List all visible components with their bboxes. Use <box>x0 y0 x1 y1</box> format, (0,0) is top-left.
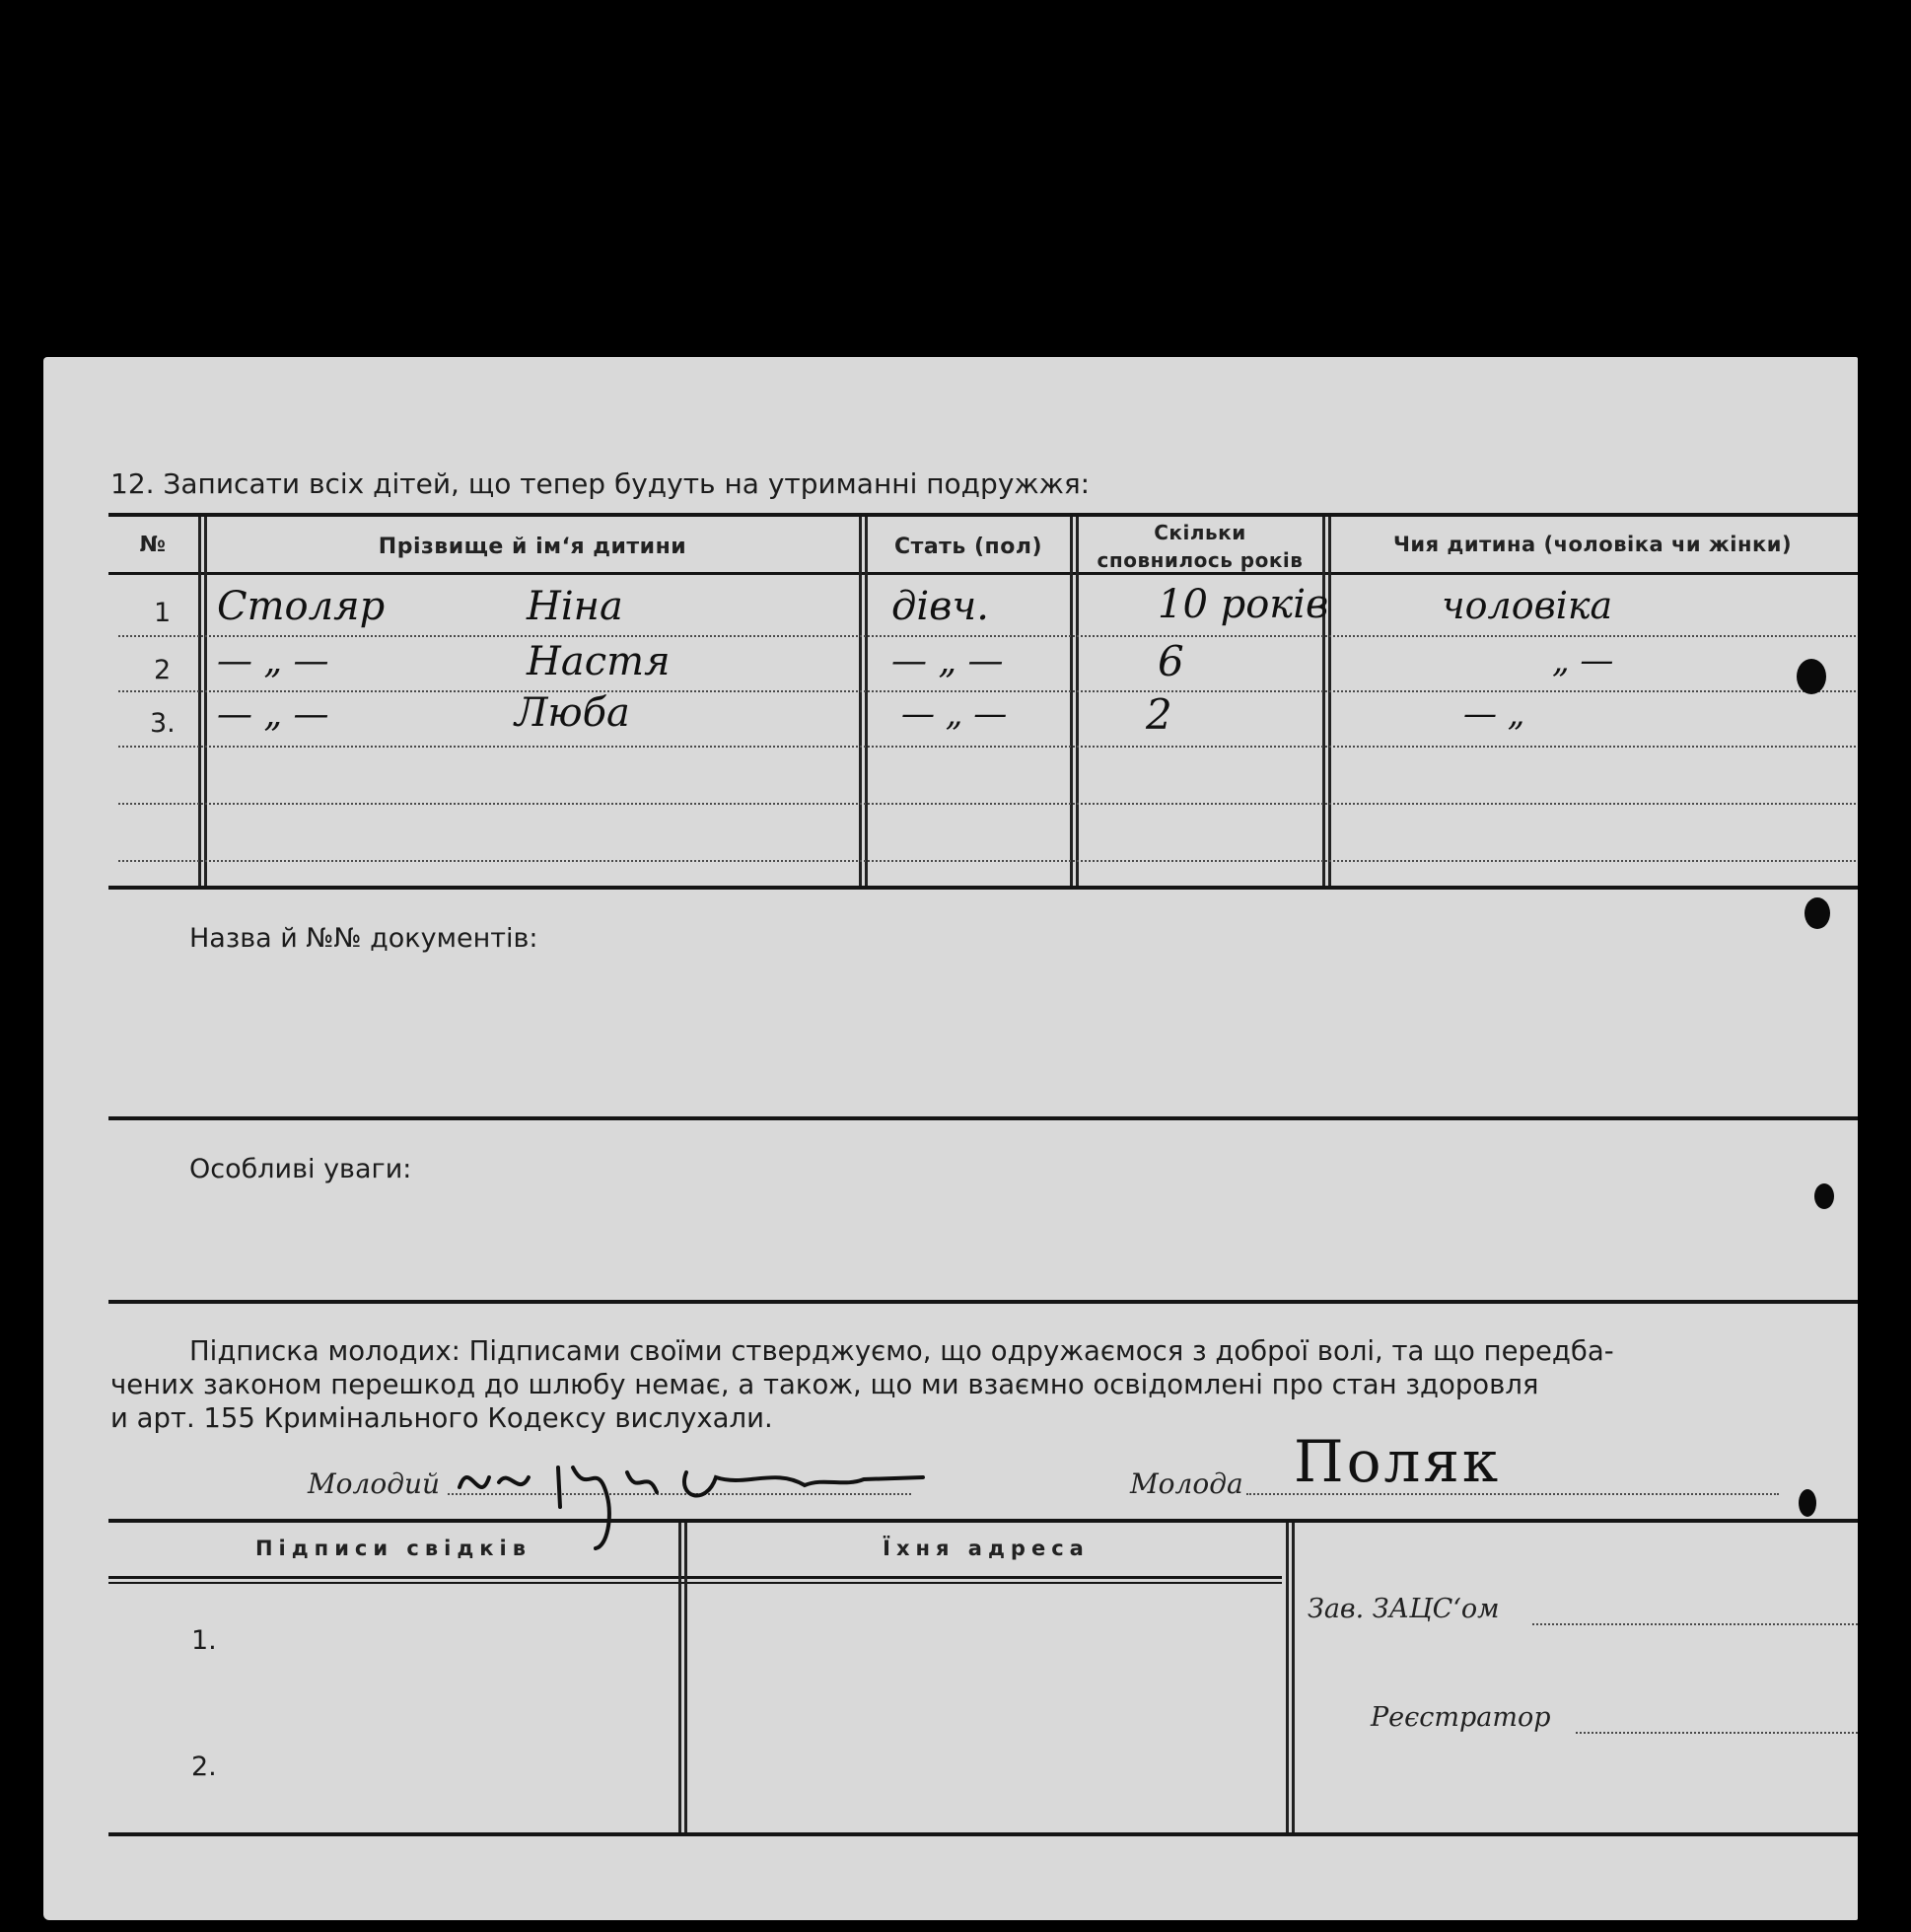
col-header-num: № <box>139 533 167 557</box>
head-of-registry-line <box>1532 1623 1858 1625</box>
witness-table-top-rule <box>108 1519 1858 1523</box>
col-divider <box>198 517 201 886</box>
col-divider <box>1328 517 1331 886</box>
documents-label: Назва й №№ документів: <box>189 923 538 954</box>
row-3-sex: — „ — <box>901 694 1008 734</box>
col-divider <box>1076 517 1079 886</box>
row-line <box>118 860 1858 862</box>
bride-signature: Поляк <box>1294 1428 1502 1495</box>
row-2-age: 6 <box>1158 637 1184 685</box>
row-1-surname: Столяр <box>217 584 386 629</box>
punch-hole <box>1814 1183 1834 1209</box>
row-1-whose: чоловіка <box>1442 584 1613 627</box>
table-header-rule <box>108 572 1858 575</box>
row-1-num: 1 <box>154 598 172 628</box>
pledge-line-3: и арт. 155 Кримінального Кодексу вислухали. <box>110 1402 773 1434</box>
row-3-age: 2 <box>1146 690 1172 739</box>
row-2-whose: „ — <box>1552 641 1614 680</box>
row-2-sex: — „ — <box>891 641 1004 681</box>
col-header-name: Прізвище й ім‘я дитини <box>378 535 687 559</box>
pledge-line-1: Підписка молодих: Підписами своїми стверджуємо, що одружаємося з доброї волі, та що передба- <box>189 1335 1614 1367</box>
col-divider <box>865 517 868 886</box>
col-divider <box>1070 517 1073 886</box>
col-header-witness-address: Їхня адреса <box>883 1537 1090 1560</box>
row-line <box>118 635 1858 637</box>
form-sheet <box>43 357 1858 1920</box>
row-2-given-name: Настя <box>527 639 671 684</box>
registrar-line <box>1576 1732 1858 1734</box>
punch-hole <box>1797 659 1826 694</box>
remarks-label: Особливі уваги: <box>189 1154 412 1184</box>
col-divider <box>204 517 207 886</box>
row-2-surname: — „ — <box>217 641 329 681</box>
witness-1-label: 1. <box>191 1625 217 1656</box>
table-bottom-rule <box>108 886 1858 890</box>
row-line <box>118 803 1858 805</box>
row-3-given-name: Люба <box>515 690 630 736</box>
row-2-num: 2 <box>154 655 172 685</box>
col-header-sex: Стать (пол) <box>893 535 1043 559</box>
bride-label: Молода <box>1130 1467 1243 1500</box>
officials-divider <box>1286 1523 1289 1832</box>
row-1-age: 10 років <box>1158 582 1329 627</box>
row-3-surname: — „ — <box>217 694 329 735</box>
row-3-whose: — „ <box>1463 694 1525 734</box>
row-1-given-name: Ніна <box>527 584 623 629</box>
documents-rule <box>108 1116 1858 1120</box>
row-line <box>118 746 1858 748</box>
punch-hole <box>1805 897 1830 929</box>
col-divider <box>1322 517 1325 886</box>
witness-table-bottom-rule <box>108 1832 1858 1836</box>
witness-header-rule <box>108 1576 1282 1579</box>
punch-hole <box>1799 1489 1816 1517</box>
officials-divider <box>1292 1523 1295 1832</box>
col-divider <box>859 517 862 886</box>
witness-2-label: 2. <box>191 1752 217 1782</box>
witness-col-divider <box>684 1523 687 1832</box>
col-header-age-line2: сповнилось років <box>1097 548 1304 572</box>
col-header-whose: Чия дитина (чоловіка чи жінки) <box>1392 533 1793 556</box>
row-1-sex: дівч. <box>891 584 990 629</box>
col-header-age-line1: Скільки <box>1154 521 1246 544</box>
registrar-label: Реєстратор <box>1371 1702 1551 1733</box>
pledge-line-2: чених законом перешкод до шлюбу немає, а також, що ми взаємно освідомлені про стан здоровля <box>110 1369 1539 1400</box>
row-line <box>118 690 1858 692</box>
groom-label: Молодий <box>308 1467 441 1500</box>
remarks-rule <box>108 1300 1858 1304</box>
head-of-registry-label: Зав. ЗАЦС‘ом <box>1308 1594 1500 1624</box>
row-3-num: 3. <box>150 708 176 739</box>
table-top-rule <box>108 513 1858 517</box>
witness-col-divider <box>678 1523 681 1832</box>
section-12-heading: 12. Записати всіх дітей, що тепер будуть на утриманні подружжя: <box>110 467 1091 500</box>
col-header-witness-signatures: Підписи свідків <box>254 1537 532 1560</box>
witness-header-rule-2 <box>108 1582 1282 1584</box>
